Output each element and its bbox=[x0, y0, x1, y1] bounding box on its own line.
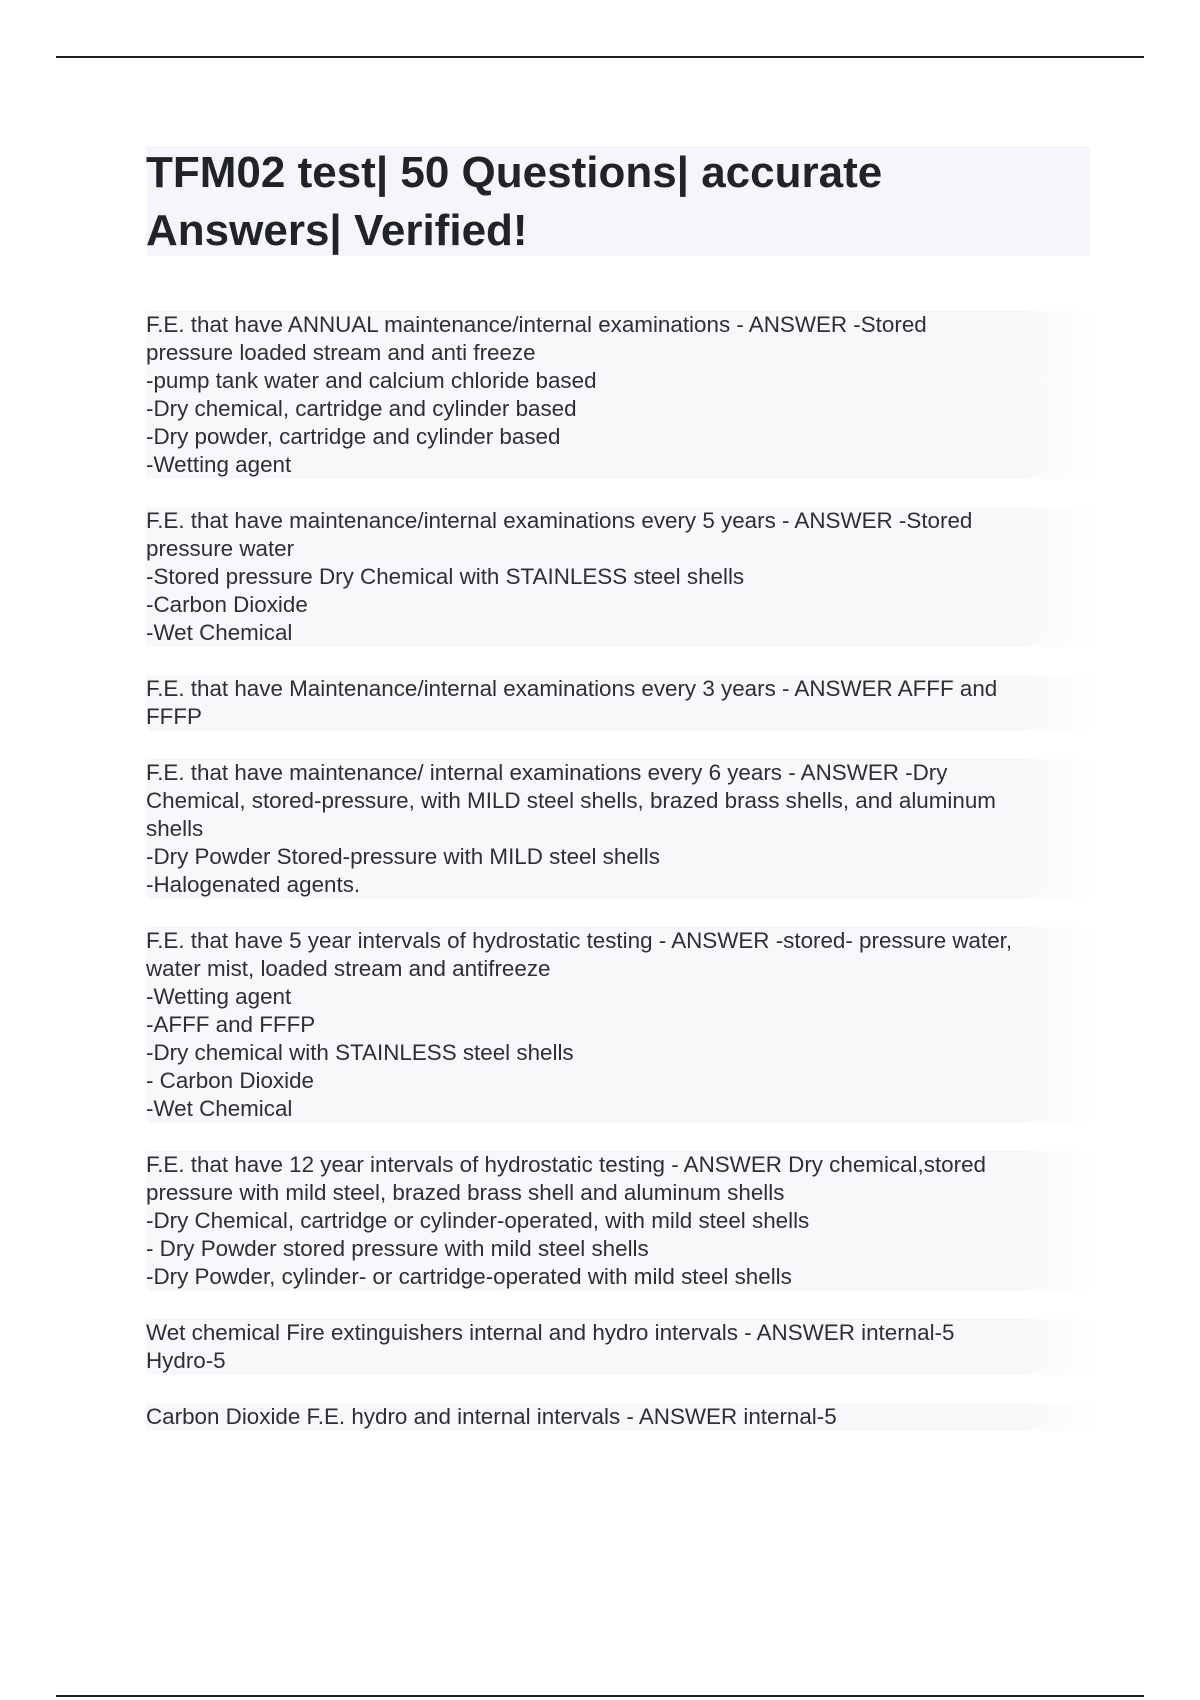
qa-list bbox=[146, 311, 1096, 1459]
page-title: TFM02 test| 50 Questions| accurate Answers| Verified! bbox=[146, 148, 883, 255]
top-divider bbox=[56, 56, 1144, 58]
qa-item-6-years: F.E. that have maintenance/ internal examinations every 6 years - ANSWER -Dry Chemical, stored-pressure, with MILD steel shells, brazed brass shells, and aluminum shells -Dry Powder Stored-pressure with MILD steel shells -Halogenated agents. bbox=[146, 759, 1096, 899]
qa-item-12-year-hydro: F.E. that have 12 year intervals of hydrostatic testing - ANSWER Dry chemical,stored pressure with mild steel, brazed brass shell and aluminum shells -Dry Chemical, cartridge or cylinder-operated, with mild steel shells - Dry Powder stored pressure with mild steel shells -Dry Powder, cylinder- or cartridge-operated with mild steel shells bbox=[146, 1151, 1096, 1291]
qa-item-5-year-hydro: F.E. that have 5 year intervals of hydrostatic testing - ANSWER -stored- pressure water, water mist, loaded stream and antifreeze -Wetting agent -AFFF and FFFP -Dry chemical with STAINLESS steel shells - Carbon Dioxide -Wet Chemical bbox=[146, 927, 1096, 1123]
bottom-divider bbox=[56, 1695, 1144, 1697]
qa-item-wet-chemical: Wet chemical Fire extinguishers internal and hydro intervals - ANSWER internal-5 Hydro-5 bbox=[146, 1319, 1096, 1375]
qa-item-carbon-dioxide: Carbon Dioxide F.E. hydro and internal intervals - ANSWER internal-5 bbox=[146, 1403, 1096, 1431]
qa-item-3-years: F.E. that have Maintenance/internal examinations every 3 years - ANSWER AFFF and FFFP bbox=[146, 675, 1096, 731]
qa-item-5-years: F.E. that have maintenance/internal examinations every 5 years - ANSWER -Stored pressure water -Stored pressure Dry Chemical with STAINLESS steel shells -Carbon Dioxide -Wet Chemical bbox=[146, 507, 1096, 647]
qa-item-annual: F.E. that have ANNUAL maintenance/internal examinations - ANSWER -Stored pressure loaded stream and anti freeze -pump tank water and calcium chloride based -Dry chemical, cartridge and cylinder based -Dry powder, cartridge and cylinder based -Wetting agent bbox=[146, 311, 1096, 479]
